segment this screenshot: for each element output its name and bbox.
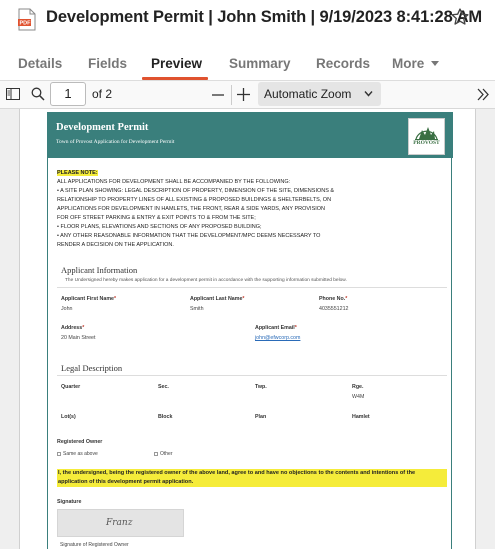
zoom-select[interactable] <box>258 82 381 106</box>
owner-other-option[interactable] <box>154 451 173 457</box>
required-marker: * <box>242 296 245 302</box>
block-label: Block <box>158 414 173 420</box>
form-header <box>48 112 453 158</box>
chevron-down-icon <box>364 89 373 98</box>
note-line: • A SITE PLAN SHOWING: LEGAL DESCRIPTION OF PROPERTY, DIMENSION OF THE SITE, DIMENSIONS & <box>57 188 335 194</box>
section-divider <box>57 287 447 288</box>
toolbar-divider <box>231 85 232 105</box>
form-title: Development Permit <box>56 122 149 133</box>
phone-label <box>319 296 347 302</box>
note-line: RELATIONSHIP TO PROPERTY LINES OF ALL EXISTING & PROPOSED BUILDINGS & SHELTERBELTS, ON <box>57 197 332 203</box>
tab-records[interactable]: Records <box>316 56 371 71</box>
owner-declaration: I, the undersigned, being the registered owner of the above land, agree to and have no objections to the contents and intentions of the application of this development permit application. <box>57 469 447 487</box>
last-name-value: Smith <box>190 306 204 312</box>
plan-label: Plan <box>255 414 267 420</box>
required-marker: * <box>294 325 297 331</box>
please-note <box>57 169 447 250</box>
page-number-input[interactable]: 1 <box>50 82 86 106</box>
zoom-out-icon[interactable] <box>212 94 224 96</box>
record-tabs <box>0 46 495 81</box>
pdf-file-icon <box>18 8 36 31</box>
active-tab-indicator <box>142 77 208 80</box>
signature-box <box>57 509 184 537</box>
pdf-toolbar <box>0 81 495 109</box>
pdf-page <box>19 109 476 549</box>
section-divider <box>57 375 447 376</box>
required-marker: * <box>82 325 85 331</box>
note-line: APPLICATIONS FOR DEVELOPMENT IN HAMLETS, THE FRONT, REAR & SIDE YARDS, ANY PROVISION <box>57 206 326 212</box>
tab-fields[interactable]: Fields <box>88 56 128 71</box>
last-name-label-text: Applicant Last Name <box>190 296 243 302</box>
sidebar-toggle-icon[interactable] <box>6 88 20 100</box>
last-name-label <box>190 296 244 302</box>
zoom-select-value: Automatic Zoom <box>264 87 352 101</box>
please-note-label: PLEASE NOTE: <box>57 170 98 176</box>
email-link[interactable]: john@efwcorp.com <box>255 335 301 341</box>
first-name-value: John <box>61 306 73 312</box>
double-chevron-right-icon[interactable] <box>477 88 490 101</box>
twp-label: Twp. <box>255 384 267 390</box>
window-title: Development Permit | John Smith | 9/19/2023 8:41:28 AM <box>46 8 483 26</box>
rge-label: Rge. <box>352 384 364 390</box>
zoom-in-icon[interactable] <box>237 88 250 101</box>
required-marker: * <box>345 296 348 302</box>
search-icon[interactable] <box>31 87 45 101</box>
first-name-label-text: Applicant First Name <box>61 296 114 302</box>
signature-caption: Signature of Registered Owner <box>60 542 129 548</box>
phone-label-text: Phone No. <box>319 296 346 302</box>
required-marker: * <box>113 296 117 302</box>
address-label-text: Address <box>61 325 83 331</box>
provost-logo <box>408 118 445 155</box>
tab-preview[interactable]: Preview <box>151 56 203 71</box>
checkbox[interactable] <box>57 452 61 456</box>
tab-summary[interactable]: Summary <box>229 56 291 71</box>
first-name-label <box>61 296 116 302</box>
tab-more[interactable] <box>392 56 439 71</box>
owner-same-label: Same as above <box>63 451 98 457</box>
owner-other-label: Other <box>160 451 173 457</box>
note-line: FOR OFF STREET PARKING & ENTRY & EXIT POINTS TO & FROM THE SITE; <box>57 215 256 221</box>
owner-same-option[interactable] <box>57 451 98 457</box>
svg-text:PDF: PDF <box>19 20 31 27</box>
quarter-label: Quarter <box>61 384 81 390</box>
phone-value: 4035551212 <box>319 306 349 312</box>
note-line: ALL APPLICATIONS FOR DEVELOPMENT SHALL BE ACCOMPANIED BY THE FOLLOWING: <box>57 179 291 185</box>
page-count: of 2 <box>92 87 113 101</box>
address-label <box>61 325 84 331</box>
legal-section-title: Legal Description <box>61 363 123 373</box>
star-outline-icon[interactable] <box>450 7 470 27</box>
title-bar <box>0 0 495 38</box>
applicant-section-desc: The Undersigned hereby makes application for a development permit in accordance with the supporting information submitted below. <box>65 278 347 283</box>
address-value: 20 Main Street <box>61 335 96 341</box>
note-line: • ANY OTHER REASONABLE INFORMATION THAT THE DEVELOPMENT/MPC DEEMS NECESSARY TO <box>57 233 321 239</box>
permit-form <box>47 112 452 549</box>
hamlet-label: Hamlet <box>352 414 370 420</box>
lot-label: Lot(s) <box>61 414 76 420</box>
email-label <box>255 325 297 331</box>
applicant-section-title: Applicant Information <box>61 265 138 275</box>
signature-value: Franz <box>106 518 133 528</box>
checkbox[interactable] <box>154 452 158 456</box>
sec-label: Sec. <box>158 384 169 390</box>
note-line: RENDER A DECISION ON THE APPLICATION. <box>57 242 174 248</box>
signature-label: Signature <box>57 499 82 505</box>
provost-logo-mark <box>413 121 440 141</box>
registered-owner-label: Registered Owner <box>57 439 103 445</box>
tab-more-label: More <box>392 56 425 71</box>
form-subtitle: Town of Provost Application for Development Permit <box>56 139 175 145</box>
note-line: • FLOOR PLANS, ELEVATIONS AND SECTIONS OF ANY PROPOSED BUILDING; <box>57 224 262 230</box>
logo-text: PROVOST <box>413 140 440 146</box>
tab-details[interactable]: Details <box>18 56 63 71</box>
caret-down-icon <box>431 61 439 66</box>
pdf-viewer[interactable] <box>0 109 495 549</box>
rge-value: W4M <box>352 394 365 400</box>
email-label-text: Applicant Email <box>255 325 295 331</box>
